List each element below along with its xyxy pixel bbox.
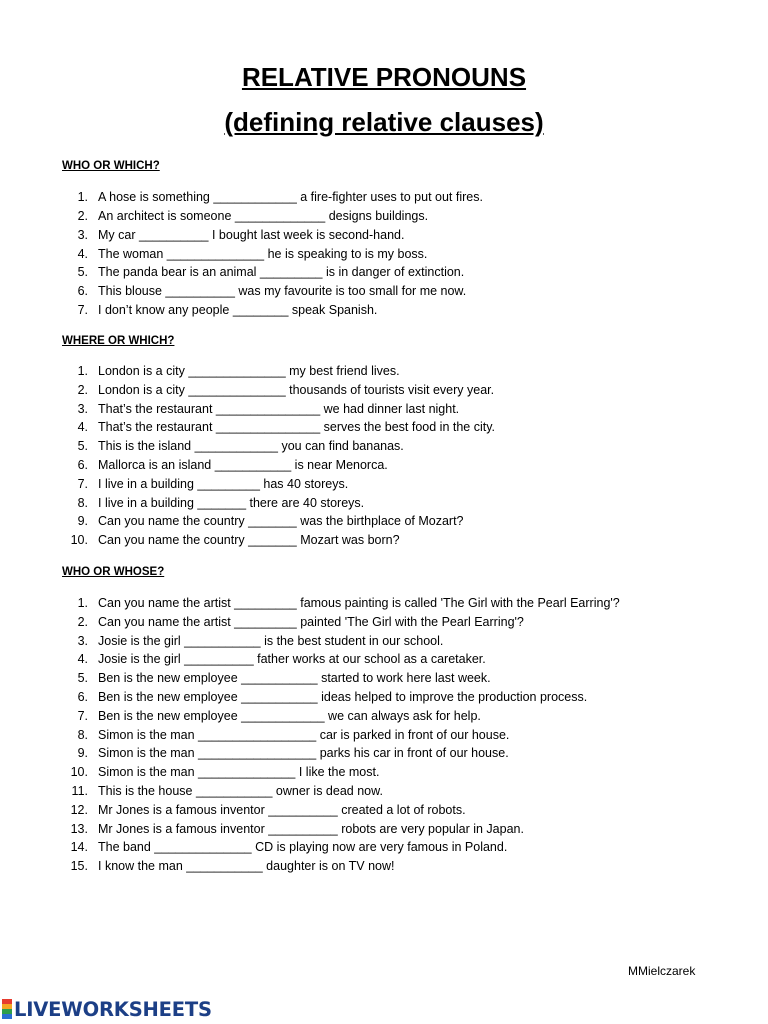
exercise-item [62, 226, 483, 245]
item-sentence: Josie is the girl ___________ is the best student in our school. [98, 633, 444, 648]
item-number: 5. [77, 439, 88, 454]
item-number: 12. [70, 802, 88, 817]
item-sentence: I live in a building _______ there are 40 storeys. [98, 495, 365, 510]
item-number: 5. [77, 265, 88, 280]
item-sentence: I live in a building _________ has 40 storeys. [98, 476, 349, 491]
item-number: 7. [77, 303, 88, 318]
item-number: 6. [77, 689, 88, 704]
item-sentence: Can you name the artist _________ famous painting is called 'The Girl with the Pearl Earring'? [98, 596, 620, 610]
item-number: 13. [70, 821, 88, 836]
item-number: 11. [71, 783, 88, 798]
item-sentence: This blouse __________ was my favourite is too small for me now. [98, 284, 467, 299]
item-number: 10. [70, 765, 88, 780]
exercise-item [62, 263, 483, 282]
exercise-item [62, 301, 483, 320]
item-number: 1. [77, 364, 88, 378]
item-sentence: The panda bear is an animal _________ is in danger of extinction. [98, 265, 465, 280]
item-number: 3. [77, 227, 88, 242]
item-sentence: I don’t know any people ________ speak Spanish. [98, 303, 378, 318]
item-number: 15. [70, 859, 88, 874]
item-sentence: Can you name the artist _________ painted 'The Girl with the Pearl Earring'? [98, 614, 524, 629]
item-number: 9. [77, 746, 88, 761]
exercise-item [62, 726, 620, 745]
item-sentence: Mallorca is an island ___________ is near Menorca. [98, 457, 388, 472]
item-sentence: That’s the restaurant _______________ we had dinner last night. [98, 401, 460, 416]
item-number: 5. [77, 671, 88, 686]
exercise-item [62, 613, 620, 632]
section-heading-who-or-which: WHO OR WHICH? [62, 160, 160, 172]
item-number: 7. [77, 476, 88, 491]
exercise-item [62, 381, 495, 400]
item-number: 4. [77, 246, 88, 261]
exercise-item [62, 782, 620, 801]
item-sentence: Mr Jones is a famous inventor __________ robots are very popular in Japan. [98, 821, 524, 836]
exercise-item [62, 418, 495, 437]
item-sentence: Can you name the country _______ Mozart was born? [98, 533, 400, 548]
exercise-item [62, 838, 620, 857]
exercise-item [62, 820, 620, 839]
exercise-item [62, 400, 495, 419]
exercise-item [62, 669, 620, 688]
exercise-item [62, 207, 483, 226]
item-sentence: This is the house ___________ owner is dead now. [98, 783, 383, 798]
exercise-item [62, 801, 620, 820]
exercise-item [62, 475, 495, 494]
item-number: 2. [77, 382, 88, 397]
page-title: RELATIVE PRONOUNS [241, 62, 527, 92]
item-sentence: London is a city ______________ thousands of tourists visit every year. [98, 382, 495, 397]
item-number: 2. [77, 614, 88, 629]
page-subtitle: (defining relative clauses) [224, 107, 544, 137]
exercise-list-who-or-which [62, 188, 483, 320]
item-sentence: Ben is the new employee ___________ started to work here last week. [98, 671, 491, 686]
exercise-item [62, 188, 483, 207]
exercise-item [62, 763, 620, 782]
exercise-list-who-or-whose [62, 594, 620, 876]
item-number: 9. [77, 514, 88, 529]
exercise-list-where-or-which [62, 362, 495, 550]
exercise-item [62, 594, 620, 613]
item-number: 1. [77, 190, 88, 204]
item-number: 4. [77, 420, 88, 435]
item-number: 6. [77, 284, 88, 299]
item-sentence: I know the man ___________ daughter is on TV now! [98, 859, 395, 874]
exercise-item [62, 531, 495, 550]
author-credit: MMielczarek [628, 964, 696, 978]
item-sentence: London is a city ______________ my best friend lives. [98, 364, 400, 378]
item-sentence: Simon is the man ______________ I like the most. [98, 765, 380, 780]
exercise-item [62, 688, 620, 707]
item-number: 8. [77, 727, 88, 742]
exercise-item [62, 512, 495, 531]
section-heading-where-or-which: WHERE OR WHICH? [62, 335, 175, 347]
exercise-item [62, 437, 495, 456]
item-sentence: An architect is someone _____________ designs buildings. [98, 208, 429, 223]
liveworksheets-logo[interactable] [2, 997, 212, 1021]
exercise-item [62, 650, 620, 669]
item-number: 2. [77, 208, 88, 223]
item-sentence: Simon is the man _________________ parks his car in front of our house. [98, 746, 509, 761]
item-number: 4. [77, 652, 88, 667]
liveworksheets-logo-icon [2, 999, 12, 1019]
item-number: 1. [77, 596, 88, 610]
item-number: 3. [77, 633, 88, 648]
item-number: 7. [77, 708, 88, 723]
item-sentence: Ben is the new employee ___________ ideas helped to improve the production process. [98, 689, 588, 704]
item-sentence: My car __________ I bought last week is second-hand. [98, 227, 405, 242]
item-number: 10. [70, 533, 88, 548]
item-number: 6. [77, 457, 88, 472]
item-sentence: Josie is the girl __________ father works at our school as a caretaker. [98, 652, 486, 667]
item-sentence: That’s the restaurant _______________ serves the best food in the city. [98, 420, 496, 435]
item-number: 14. [70, 840, 88, 855]
section-heading-who-or-whose: WHO OR WHOSE? [62, 566, 165, 578]
exercise-item [62, 494, 495, 513]
exercise-item [62, 744, 620, 763]
exercise-item [62, 456, 495, 475]
exercise-item [62, 245, 483, 264]
logo-text: LIVEWORKSHEETS [14, 997, 212, 1021]
item-number: 3. [77, 401, 88, 416]
exercise-item [62, 282, 483, 301]
item-sentence: Mr Jones is a famous inventor __________ created a lot of robots. [98, 802, 466, 817]
exercise-item [62, 707, 620, 726]
item-sentence: A hose is something ____________ a fire-fighter uses to put out fires. [98, 190, 483, 204]
item-number: 8. [77, 495, 88, 510]
exercise-item [62, 857, 620, 876]
logo-bar-blue [2, 1014, 12, 1019]
item-sentence: Ben is the new employee ____________ we can always ask for help. [98, 708, 481, 723]
item-sentence: The band ______________ CD is playing now are very famous in Poland. [98, 840, 508, 855]
exercise-item [62, 632, 620, 651]
item-sentence: This is the island ____________ you can find bananas. [98, 439, 404, 454]
item-sentence: The woman ______________ he is speaking to is my boss. [98, 246, 428, 261]
item-sentence: Simon is the man _________________ car is parked in front of our house. [98, 727, 510, 742]
item-sentence: Can you name the country _______ was the birthplace of Mozart? [98, 514, 464, 529]
exercise-item [62, 362, 495, 381]
